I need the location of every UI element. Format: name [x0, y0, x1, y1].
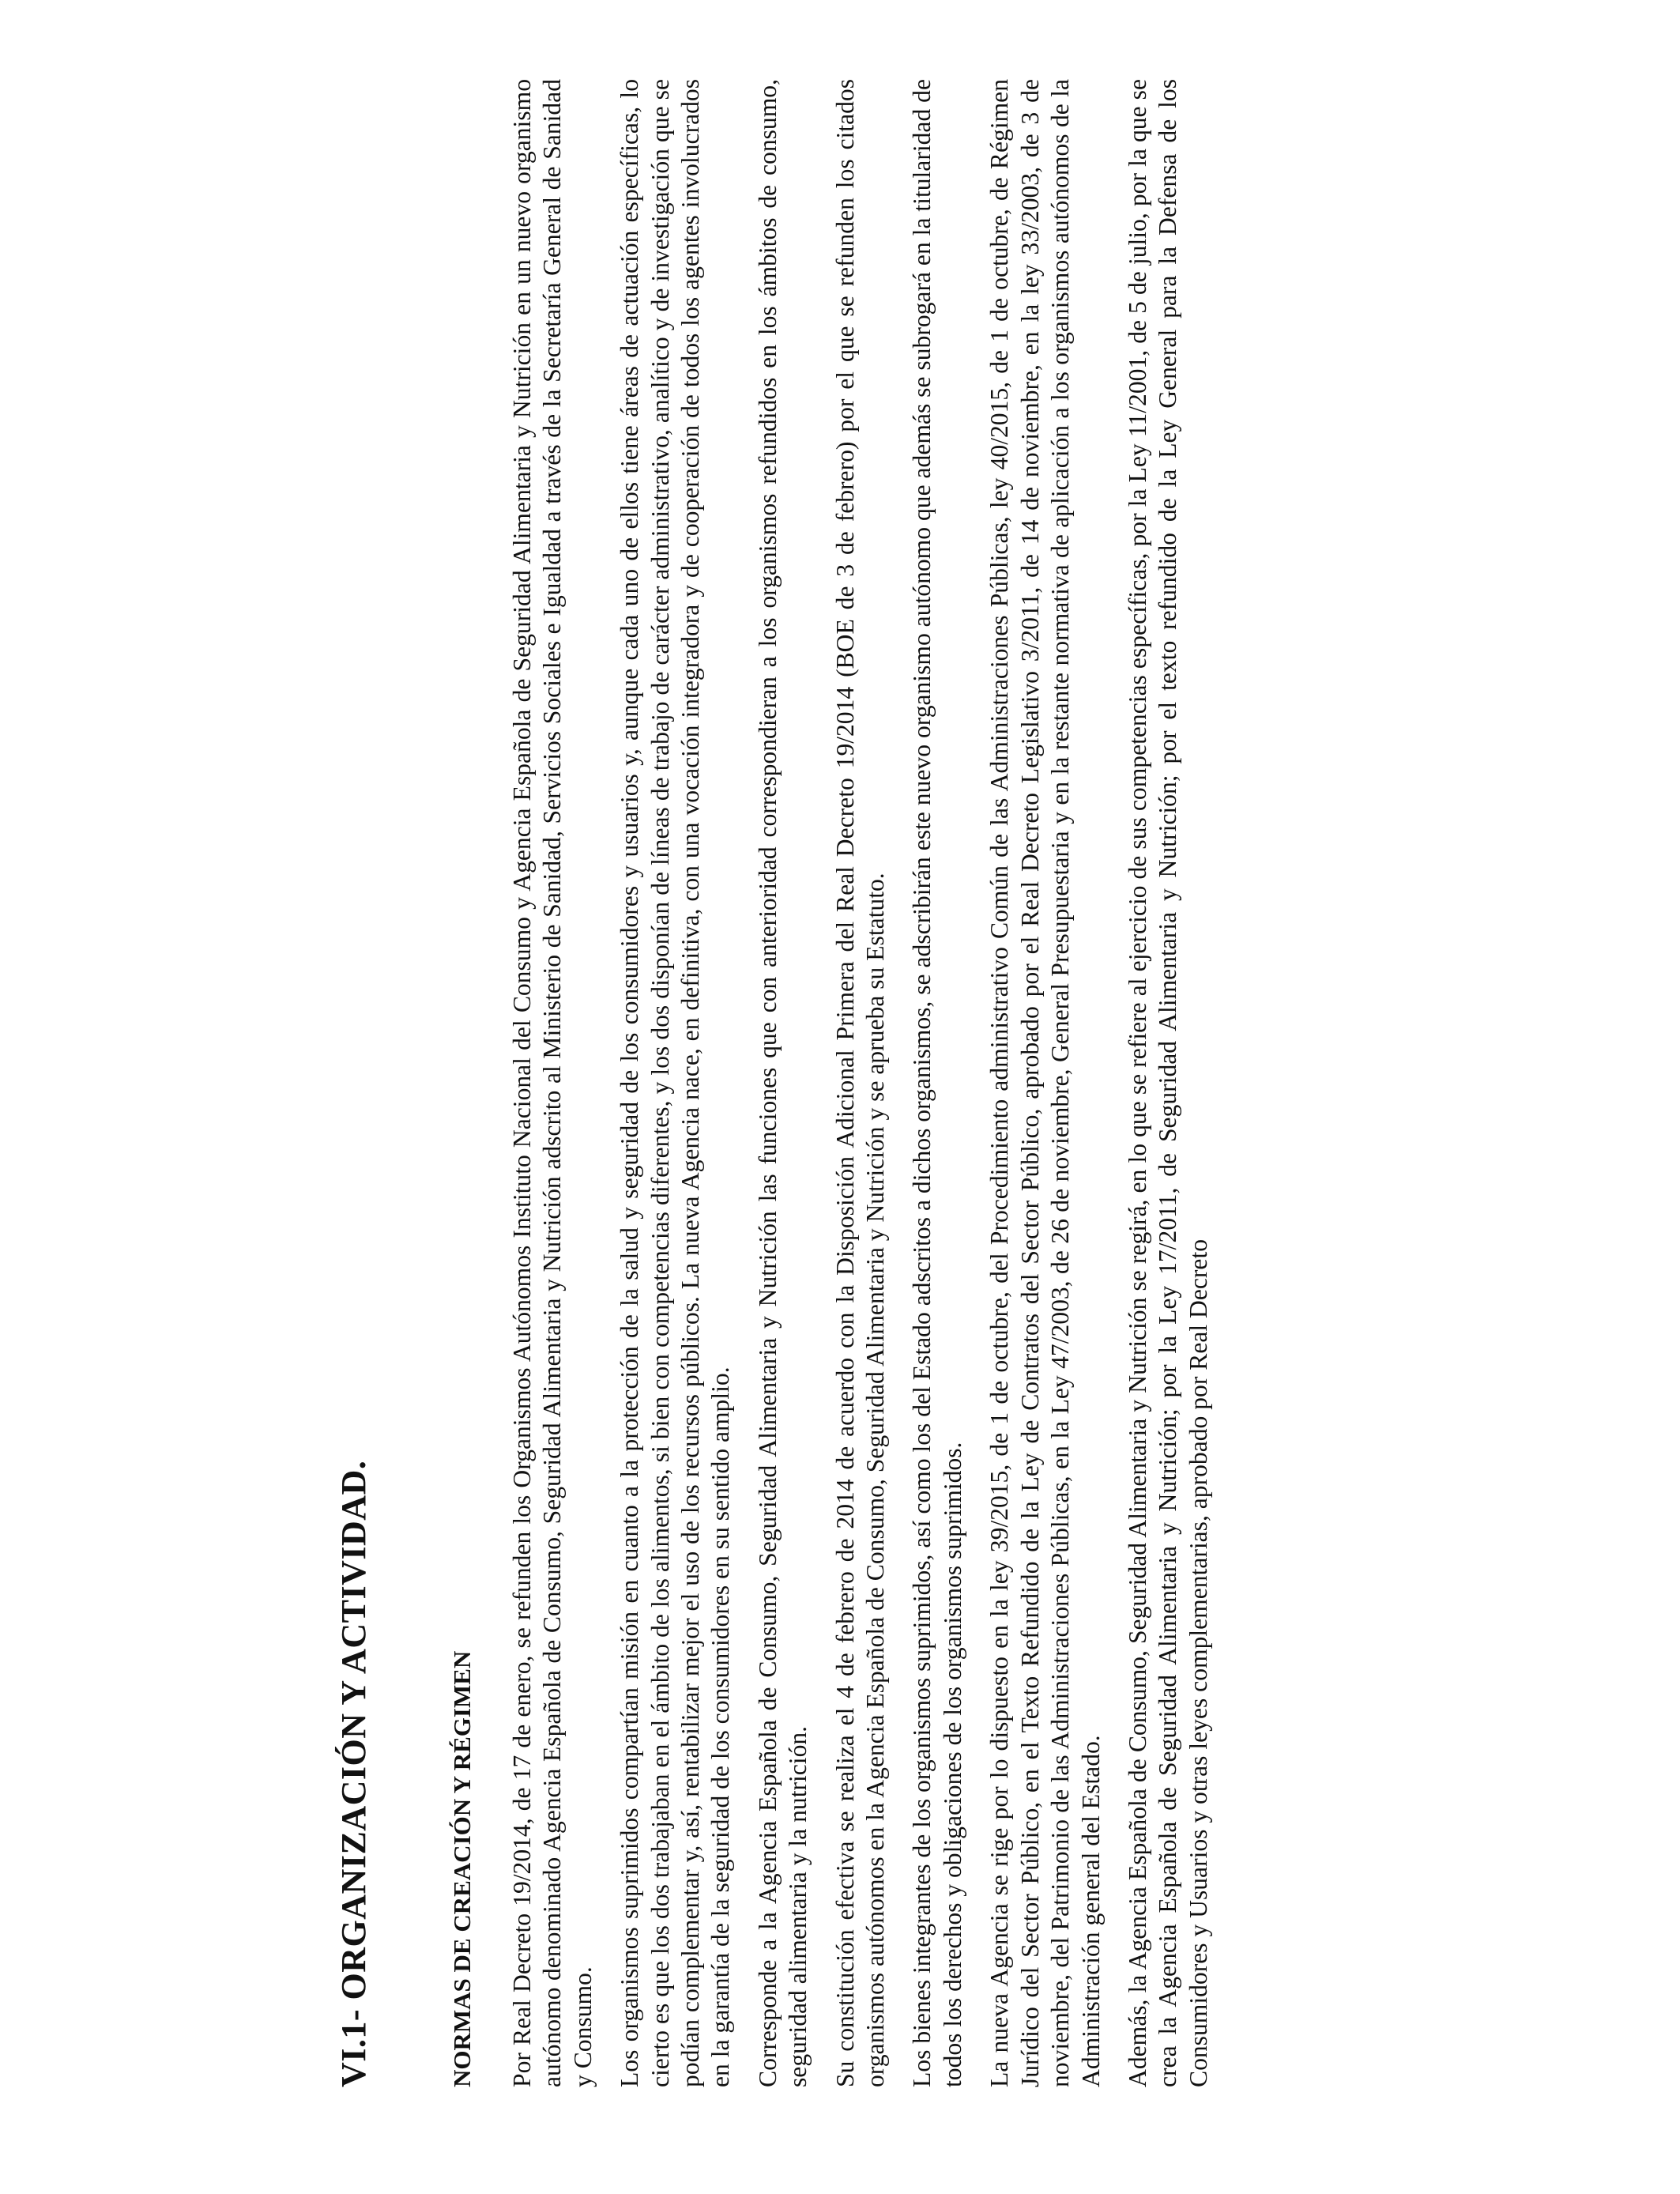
- paragraph-organismos-suprimidos: Los organismos suprimidos compartían misión en cuanto a la protección de la salud y seguridad de los consumidores y usuarios y, aunque cada uno de ellos tiene áreas de actuación específicas, lo cierto es que los dos trabajaban en el ámbito de los alimentos, si bien con competencias diferentes, y los dos disponían de líneas de trabajo de carácter administrativo, analítico y de investigación que se podían complementar y, así, rentabilizar mejor el uso de los recursos públicos. La nueva Agencia nace, en definitiva, con una vocación integradora y de cooperación de todos los agentes involucrados en la garantía de la seguridad de los consumidores en su sentido amplio.: [616, 79, 735, 2087]
- document-title: VI.1- ORGANIZACIÓN Y ACTIVIDAD.: [334, 1460, 373, 2087]
- section-heading: NORMAS DE CREACIÓN Y RÉGIMEN: [448, 1650, 476, 2087]
- paragraph-constitucion: Su constitución efectiva se realiza el 4 de febrero de 2014 de acuerdo con la Disposición Adicional Primera del Real Decreto 19/2014 (BOE de 3 de febrero) por el que se refunden los citados organismos autónomos en la Agencia Española de Consumo, Seguridad Alimentaria y Nutrición y se aprueba su Estatuto.: [831, 79, 890, 2087]
- paragraph-real-decreto: Por Real Decreto 19/2014, de 17 de enero, se refunden los Organismos Autónomos Instituto Nacional del Consumo y Agencia Española de Seguridad Alimentaria y Nutrición en un nuevo organismo autónomo denominado Agencia Española de Consumo, Seguridad Alimentaria y Nutrición adscrito al Ministerio de Sanidad, Servicios Sociales e Igualdad a través de la Secretaría General de Sanidad y Consumo.: [508, 79, 597, 2087]
- paragraph-competencias: Además, la Agencia Española de Consumo, Seguridad Alimentaria y Nutrición se regirá, en lo que se refiere al ejercicio de sus competencias específicas, por la Ley 11/2001, de 5 de julio, por la que se crea la Agencia Española de Seguridad Alimentaria y Nutrición; por la Ley 17/2011, de Seguridad Alimentaria y Nutrición; por el texto refundido de la Ley General para la Defensa de los Consumidores y Usuarios y otras leyes complementarias, aprobado por Real Decreto: [1123, 79, 1212, 2087]
- document-page: [316, 0, 1680, 2194]
- paragraph-bienes: Los bienes integrantes de los organismos suprimidos, así como los del Estado adscritos a dichos organismos, se adscribirán este nuevo organismo autónomo que además se subrogará en la titularidad de todos los derechos y obligaciones de los organismos suprimidos.: [908, 79, 966, 2087]
- paragraph-funciones: Corresponde a la Agencia Española de Consumo, Seguridad Alimentaria y Nutrición las funciones que con anterioridad correspondieran a los organismos refundidos en los ámbitos de consumo, seguridad alimentaria y la nutrición.: [753, 79, 812, 2087]
- paragraph-regimen-juridico: La nueva Agencia se rige por lo dispuesto en la ley 39/2015, de 1 de octubre, del Procedimiento administrativo Común de las Administraciones Públicas, ley 40/2015, de 1 de octubre, de Régimen Jurídico del Sector Público, en el Texto Refundido de la Ley de Contratos del Sector Público, aprobado por el Real Decreto Legislativo 3/2011, de 14 de noviembre, en la ley 33/2003, de 3 de noviembre, del Patrimonio de las Administraciones Públicas, en la Ley 47/2003, de 26 de noviembre, General Presupuestaria y en la restante normativa de aplicación a los organismos autónomos de la Administración general del Estado.: [985, 79, 1105, 2087]
